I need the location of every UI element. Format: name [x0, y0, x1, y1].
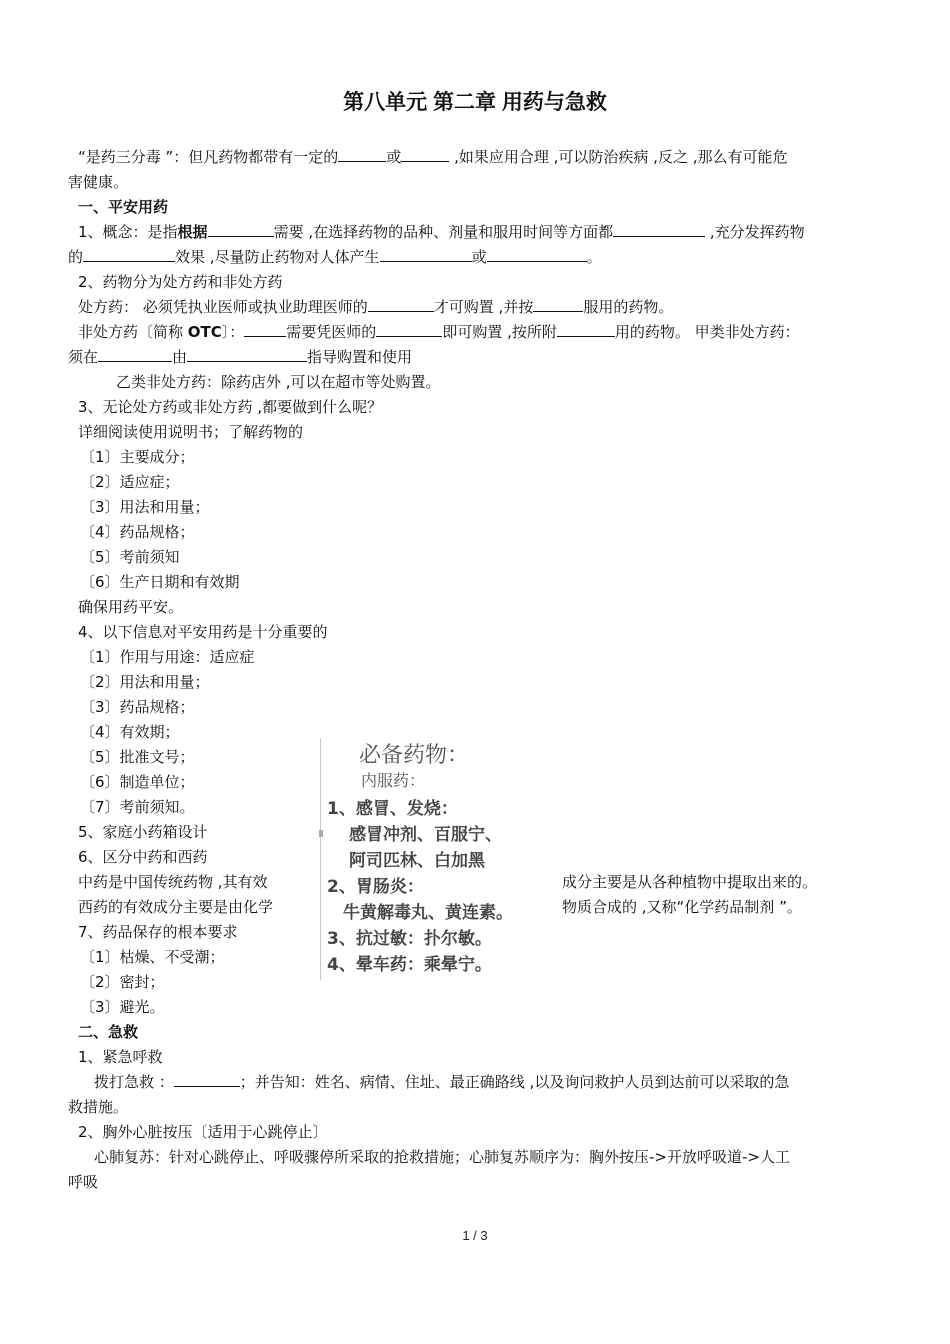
- item-2: 2、药物分为处方药和非处方药: [78, 273, 283, 291]
- blank: [613, 221, 705, 237]
- blank: [533, 296, 583, 312]
- list-item: 〔4〕药品规格；: [80, 523, 195, 541]
- call-line-2: 救措施。: [68, 1098, 129, 1116]
- intro-line-2: 害健康。: [68, 173, 129, 191]
- s2-item-1: 1、紧急呼救: [78, 1048, 163, 1066]
- blank: [208, 221, 274, 237]
- list-item: 〔3〕用法和用量；: [80, 498, 210, 516]
- list-item: 〔4〕有效期；: [80, 723, 180, 741]
- list-item: 〔3〕药品规格；: [80, 698, 195, 716]
- cpr-line-2: 呼吸: [68, 1173, 99, 1191]
- section-heading-2: 二、急救: [78, 1023, 139, 1041]
- figure-line: 2、胃肠炎：: [327, 877, 424, 897]
- item-3-intro: 详细阅读使用说明书；了解药物的: [78, 423, 304, 441]
- rx-line: 处方药： 必须凭执业医师或执业助理医师的 才可购置 ,并按 服用的药物。: [78, 298, 674, 316]
- list-item: 〔3〕避光。: [80, 998, 165, 1016]
- figure-title: 必备药物：: [359, 743, 470, 768]
- blank: [557, 321, 615, 337]
- wm-text-a: 西药的有效成分主要是由化学: [78, 898, 274, 916]
- blank: [174, 1071, 240, 1087]
- list-item: 〔6〕生产日期和有效期: [80, 573, 240, 591]
- item-3: 3、无论处方药或非处方药 ,都要做到什么呢？: [78, 398, 383, 416]
- list-item: 〔1〕主要成分；: [80, 448, 195, 466]
- concept-line-1: 1、概念：是指根据 需要 ,在选择药物的品种、剂量和服用时间等方面都 ,充分发挥药物: [78, 223, 805, 241]
- otc-b-line: 乙类非处方药：除药店外 ,可以在超市等处购置。: [116, 373, 441, 391]
- figure-line: 感冒冲剂、百服宁、: [349, 825, 502, 845]
- blank: [376, 321, 442, 337]
- item-6: 6、区分中药和西药: [78, 848, 208, 866]
- list-item: 〔5〕考前须知: [80, 548, 180, 566]
- otc-line-1: 非处方药〔简称 OTC〕： 需要凭医师的 即可购置 ,按所附 用的药物。 甲类非处方药：: [78, 323, 800, 341]
- list-item: 〔1〕作用与用途：适应症: [80, 648, 255, 666]
- list-item: 〔2〕适应症；: [80, 473, 180, 491]
- item-4: 4、以下信息对平安用药是十分重要的: [78, 623, 328, 641]
- wm-text-b: 物质合成的 ,又称“化学药品制剂 ”。: [562, 898, 802, 916]
- list-item: 〔2〕用法和用量；: [80, 673, 210, 691]
- tcm-text-a: 中药是中国传统药物 ,其有效: [78, 873, 268, 891]
- item-5: 5、家庭小药箱设计: [78, 823, 208, 841]
- s2-item-2: 2、胸外心脏按压〔适用于心跳停止〕: [78, 1123, 328, 1141]
- section-heading-1: 一、平安用药: [78, 198, 169, 216]
- medicine-kit-figure: [320, 738, 551, 980]
- blank: [98, 346, 172, 362]
- figure-line: 3、抗过敏：扑尔敏。: [327, 929, 492, 949]
- list-item: 〔6〕制造单位；: [80, 773, 195, 791]
- list-item: 〔5〕批准文号；: [80, 748, 195, 766]
- intro-line-1: “是药三分毒 ”：但凡药物都带有一定的 或 ,如果应用合理 ,可以防治疾病 ,反之 ,那么有可能危: [78, 148, 788, 166]
- blank: [244, 321, 286, 337]
- figure-line: 1、感冒、发烧：: [327, 799, 458, 819]
- list-item: 〔2〕密封；: [80, 973, 165, 991]
- page-number: 1 / 3: [462, 1228, 488, 1243]
- item-7: 7、药品保存的根本要求: [78, 923, 238, 941]
- blank: [401, 146, 449, 162]
- list-item: 〔1〕枯燥、不受潮；: [80, 948, 225, 966]
- list-item: 〔7〕考前须知。: [80, 798, 195, 816]
- concept-line-2: 的 效果 ,尽量防止药物对人体产生 或 。: [68, 248, 602, 266]
- figure-subtitle: 内服药：: [361, 771, 426, 790]
- call-line: 拨打急救 ： ；并告知：姓名、病情、住址、最正确路线 ,以及询问救护人员到达前可以采取的急: [94, 1073, 790, 1091]
- cpr-line-1: 心肺复苏：针对心跳停止、呼吸骤停所采取的抢救措施；心肺复苏顺序为：胸外按压->开放呼吸道->人工: [94, 1148, 790, 1166]
- blank: [83, 246, 175, 262]
- blank: [338, 146, 386, 162]
- tcm-text-b: 成分主要是从各种植物中提取出来的。: [562, 873, 818, 891]
- blank: [380, 246, 472, 262]
- page-title: 第八单元 第二章 用药与急救: [343, 91, 607, 114]
- blank: [187, 346, 307, 362]
- blank: [487, 246, 587, 262]
- item-3-end: 确保用药平安。: [78, 598, 184, 616]
- figure-marker: [319, 830, 323, 837]
- figure-line: 阿司匹林、白加黑: [349, 851, 485, 871]
- blank: [368, 296, 434, 312]
- figure-line: 4、晕车药：乘晕宁。: [327, 955, 492, 975]
- figure-line: 牛黄解毒丸、黄连素。: [343, 903, 513, 923]
- otc-line-2: 须在 由 指导购置和使用: [68, 348, 413, 366]
